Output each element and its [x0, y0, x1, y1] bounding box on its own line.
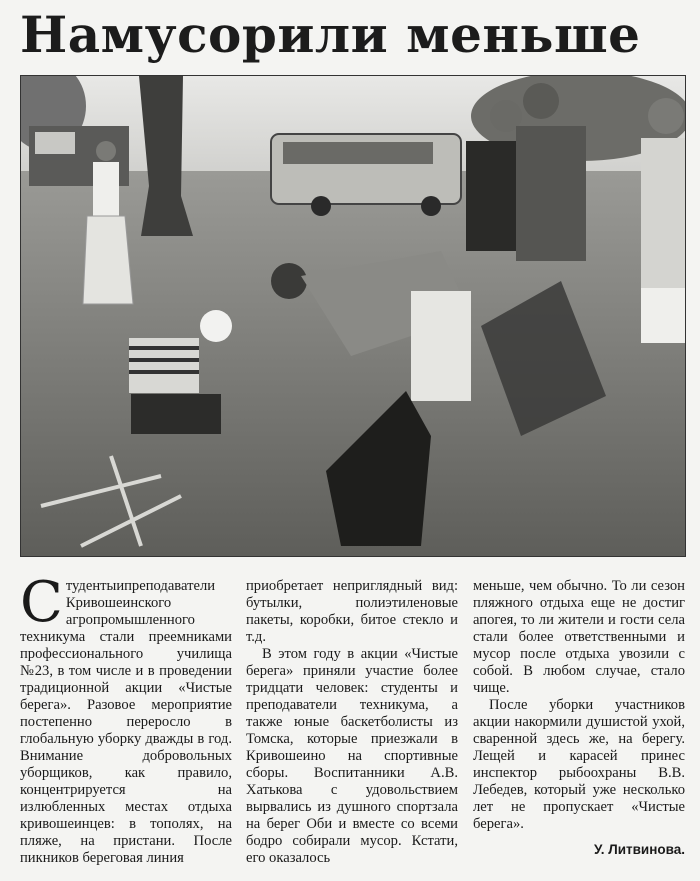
- dropcap: С: [20, 570, 63, 635]
- article-column-2: [246, 578, 458, 867]
- author-signature: У. Литвинова.: [594, 842, 685, 857]
- article-column-1: [20, 570, 232, 867]
- paragraph: тудентыипреподаватели Кривошеинского агропромышленного техникума стали преемниками профессионального училища №23, в том числе и в проведении традиционной акции «Чистые берега». Разовое мероприятие постепенно переросло в глобальную уборку дважды в год. Внимание добровольных уборщиков, как правило, концентрируется на излюбленных местах отдыха кривошеинцев: в тополях, на пляже, на пристани. После пикников береговая линия: [20, 578, 232, 866]
- paragraph: приобретает неприглядный вид: бутылки, полиэтиленовые пакеты, коробки, битое стекло и т.д.: [246, 578, 458, 645]
- paragraph: меньше, чем обычно. То ли сезон пляжного отдыха еще не достиг апогея, то ли жители и гости села стали более ответственными и мусор после отдыха увозили с собой. В любом случае, стало чище.: [473, 578, 685, 696]
- paragraph: После уборки участников акции накормили душистой ухой, сваренной здесь же, на берегу. Лещей и карасей принес инспектор рыбоохраны В.В. Лебедев, который уже несколько лет не пропускает «Чистые берега».: [473, 697, 685, 832]
- headline: Намусорили меньше: [20, 5, 641, 64]
- bus: [271, 134, 461, 216]
- article-column-3: [473, 578, 685, 858]
- paragraph: В этом году в акции «Чистые берега» приняли участие более тридцати человек: студенты и преподаватели техникума, а также юные баскетболисты из Томска, которые приезжали в Кривошеино на спортивные сборы. Воспитанники А.В. Хатькова с удовольствием вырвались из душного спортзала на берег Оби и вместе со всеми бодро собирали мусор. Кстати, его оказалось: [246, 646, 458, 866]
- article-body: [20, 570, 685, 868]
- article-photo: [20, 75, 686, 557]
